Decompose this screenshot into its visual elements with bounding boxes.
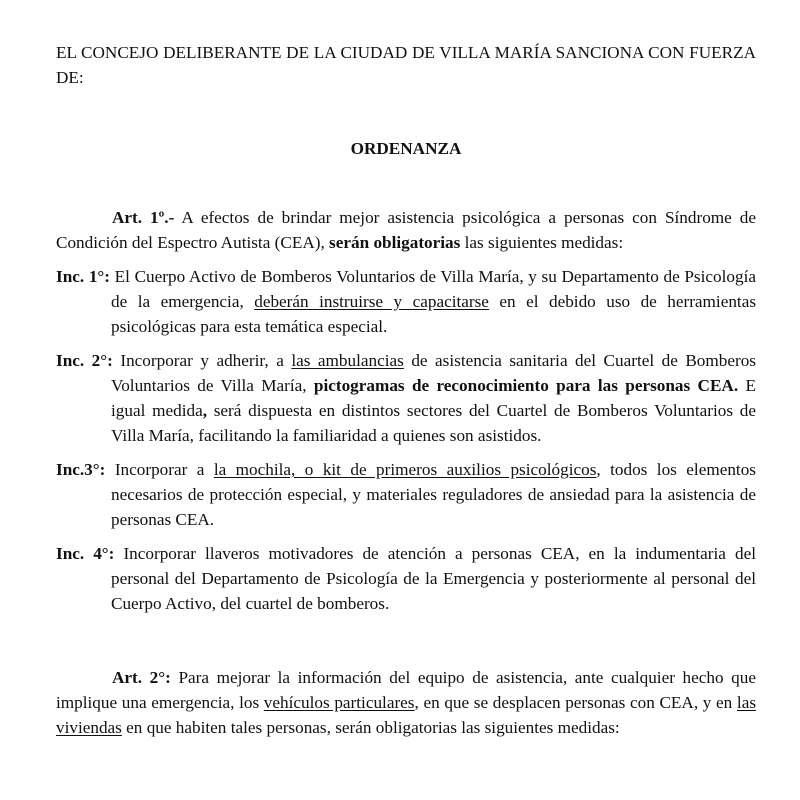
inciso-4-label: Inc. 4°: (56, 544, 115, 563)
inciso-2-text-end-1: E igual medida (111, 376, 757, 420)
inciso-4 (56, 541, 756, 616)
inciso-1 (56, 264, 756, 339)
inciso-1-text-end: en el debido uso de herramientas psicológicas para esta temática especial. (111, 292, 757, 336)
article-2-underline-1: vehículos particulares (263, 693, 415, 712)
article-2-underline-2: las viviendas (56, 693, 757, 737)
inciso-3 (56, 457, 756, 532)
inciso-2-text: Incorporar y adherir, a (112, 351, 292, 370)
article-2-label: Art. 2°: (112, 668, 171, 687)
article-2-text-mid: , en que se desplacen personas con CEA, y en (414, 693, 737, 712)
inciso-2-text-mid: de asistencia sanitaria del Cuartel de Bomberos Voluntarios de Villa María, (111, 351, 756, 395)
article-2-text: Para mejorar la información del equipo de asistencia, ante cualquier hecho que implique una emergencia, los (56, 668, 756, 712)
inciso-3-underline: la mochila, o kit de primeros auxilios psicológicos (213, 460, 597, 479)
inciso-2-text-end-2: será dispuesta en distintos sectores del Cuartel de Bomberos Voluntarios de Villa María, facilitando la familiaridad a quienes son asistidos. (111, 401, 756, 445)
inciso-3-text-end: , todos los elementos necesarios de protección especial, y materiales reguladores de ansiedad para la asistencia de personas CEA. (111, 460, 756, 529)
article-1-text: A efectos de brindar mejor asistencia psicológica a personas con Síndrome de Condición del Espectro Autista (CEA), (56, 208, 756, 252)
article-1-text-end: las siguientes medidas: (460, 233, 624, 252)
inciso-1-text: El Cuerpo Activo de Bomberos Voluntarios de Villa María, y su Departamento de Psicología de la emergencia, (110, 267, 756, 311)
inciso-2-bold-comma: , (202, 401, 207, 420)
inciso-2-label: Inc. 2°: (56, 351, 113, 370)
article-2 (56, 665, 756, 740)
article-1-bold: serán obligatorias (329, 233, 461, 252)
inciso-4-text: Incorporar llaveros motivadores de atención a personas CEA, en la indumentaria del personal del Departamento de Psicología de la Emergencia y posteriormente al personal del Cuerpo Activo, del cuartel de bomberos. (111, 544, 756, 613)
document-title: ORDENANZA (350, 139, 462, 158)
inciso-3-label: Inc.3°: (56, 460, 106, 479)
inciso-2-underline: las ambulancias (291, 351, 404, 370)
inciso-1-underline: deberán instruirse y capacitarse (254, 292, 489, 311)
inciso-3-text: Incorporar a (105, 460, 214, 479)
inciso-2 (56, 348, 756, 448)
article-2-text-end: en que habiten tales personas, serán obligatorias las siguientes medidas: (121, 718, 620, 737)
article-1 (56, 205, 756, 255)
document-page (56, 40, 756, 740)
article-1-label: Art. 1º.- (112, 208, 175, 227)
inciso-1-label: Inc. 1°: (56, 267, 111, 286)
inciso-2-bold: pictogramas de reconocimiento para las personas CEA. (313, 376, 739, 395)
document-header: EL CONCEJO DELIBERANTE DE LA CIUDAD DE VILLA MARÍA SANCIONA CON FUERZA DE: (56, 43, 756, 87)
